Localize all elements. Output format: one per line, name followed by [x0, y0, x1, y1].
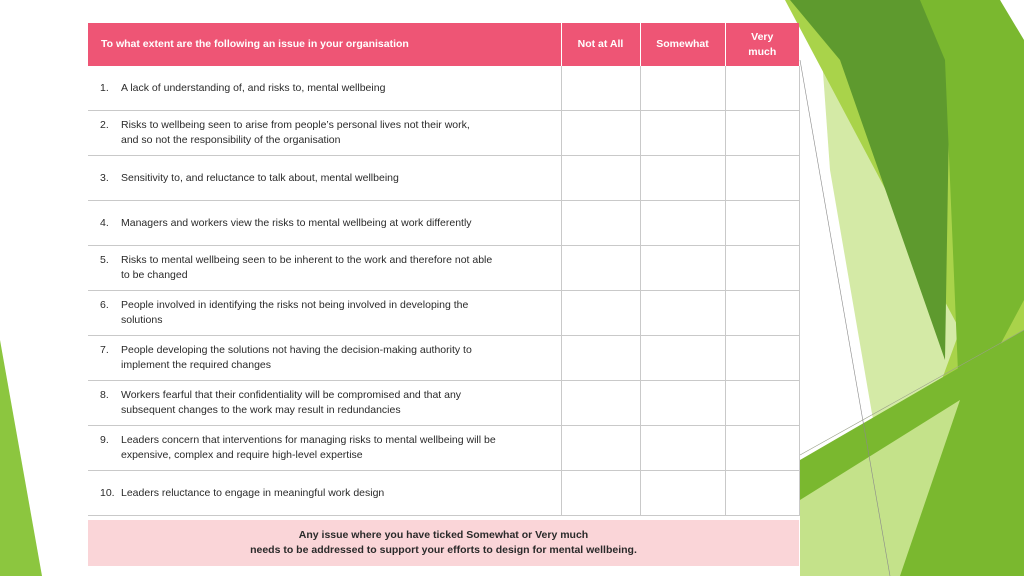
- question-text: [121, 118, 470, 148]
- answer-box-very-much[interactable]: [725, 381, 799, 426]
- question-text-line: Workers fearful that their confidentiality will be compromised and that any: [121, 389, 462, 401]
- header-question: To what extent are the following an issue in your organisation: [88, 23, 561, 66]
- question-text-line: and so not the responsibility of the organisation: [121, 134, 341, 146]
- answer-box-somewhat[interactable]: [640, 246, 725, 291]
- table-row: [88, 381, 799, 426]
- question-wrap: [100, 253, 561, 283]
- answer-box-very-much[interactable]: [725, 426, 799, 471]
- question-wrap: [100, 343, 561, 373]
- question-number: 9.: [100, 434, 109, 446]
- question-text-line: subsequent changes to the work may result in redundancies: [121, 404, 401, 416]
- table-row: [88, 471, 799, 516]
- answer-box-not-at-all[interactable]: [561, 336, 640, 381]
- question-text-line: Sensitivity to, and reluctance to talk about, mental wellbeing: [121, 171, 399, 184]
- question-text-line: People involved in identifying the risks not being involved in developing the: [121, 299, 469, 311]
- question-number: 3.: [100, 171, 109, 184]
- answer-box-very-much[interactable]: [725, 336, 799, 381]
- issues-table: [88, 23, 800, 516]
- answer-box-not-at-all[interactable]: [561, 426, 640, 471]
- answer-box-not-at-all[interactable]: [561, 156, 640, 201]
- question-wrap: [100, 388, 561, 418]
- question-cell: [88, 426, 561, 471]
- question-text-line: solutions: [121, 314, 163, 326]
- question-wrap: [100, 298, 561, 328]
- answer-box-not-at-all[interactable]: [561, 201, 640, 246]
- answer-box-very-much[interactable]: [725, 66, 799, 111]
- question-text-line: A lack of understanding of, and risks to, mental wellbeing: [121, 81, 386, 94]
- answer-box-very-much[interactable]: [725, 156, 799, 201]
- question-text-line: Risks to mental wellbeing seen to be inherent to the work and therefore not able: [121, 254, 493, 266]
- question-wrap: [100, 118, 561, 148]
- question-text-line: People developing the solutions not having the decision-making authority to: [121, 344, 472, 356]
- question-cell: [88, 66, 561, 111]
- question-wrap: [100, 486, 561, 501]
- question-text: [121, 486, 384, 501]
- answer-box-somewhat[interactable]: [640, 66, 725, 111]
- footer-note: [88, 520, 799, 566]
- question-number: 4.: [100, 216, 109, 229]
- answer-box-not-at-all[interactable]: [561, 291, 640, 336]
- question-wrap: [100, 433, 561, 463]
- question-text: [121, 81, 385, 96]
- question-text: [121, 433, 496, 463]
- answer-box-somewhat[interactable]: [640, 336, 725, 381]
- answer-box-very-much[interactable]: [725, 246, 799, 291]
- answer-box-not-at-all[interactable]: [561, 111, 640, 156]
- question-text: [121, 216, 472, 231]
- answer-box-very-much[interactable]: [725, 291, 799, 336]
- question-text: [121, 171, 399, 186]
- table-row: [88, 66, 799, 111]
- table-row: [88, 156, 799, 201]
- question-cell: [88, 201, 561, 246]
- answer-box-very-much[interactable]: [725, 471, 799, 516]
- answer-box-not-at-all[interactable]: [561, 381, 640, 426]
- question-text-line: Leaders reluctance to engage in meaningful work design: [121, 486, 385, 499]
- question-text-line: to be changed: [121, 269, 188, 281]
- question-cell: [88, 111, 561, 156]
- answer-box-somewhat[interactable]: [640, 201, 725, 246]
- question-text: [121, 253, 492, 283]
- question-number: 8.: [100, 389, 109, 401]
- table-row: [88, 291, 799, 336]
- table-row: [88, 246, 799, 291]
- question-text-line: expensive, complex and require high-level expertise: [121, 449, 363, 461]
- question-text-line: Leaders concern that interventions for managing risks to mental wellbeing will be: [121, 434, 496, 446]
- answer-box-not-at-all[interactable]: [561, 471, 640, 516]
- answer-box-very-much[interactable]: [725, 111, 799, 156]
- header-somewhat: Somewhat: [640, 23, 725, 66]
- question-text: [121, 298, 468, 328]
- questionnaire-sheet: [88, 23, 799, 566]
- answer-box-somewhat[interactable]: [640, 156, 725, 201]
- question-text-line: Risks to wellbeing seen to arise from people’s personal lives not their work,: [121, 119, 470, 131]
- answer-box-not-at-all[interactable]: [561, 246, 640, 291]
- question-number: 2.: [100, 119, 109, 131]
- footer-line-2: needs to be addressed to support your efforts to design for mental wellbeing.: [250, 544, 637, 556]
- answer-box-very-much[interactable]: [725, 201, 799, 246]
- table-row: [88, 111, 799, 156]
- header-not-at-all: Not at All: [561, 23, 640, 66]
- answer-box-not-at-all[interactable]: [561, 66, 640, 111]
- question-text-line: Managers and workers view the risks to mental wellbeing at work differently: [121, 216, 472, 229]
- question-text-line: implement the required changes: [121, 359, 272, 371]
- question-cell: [88, 381, 561, 426]
- question-number: 10.: [100, 486, 115, 499]
- footer-line-1: Any issue where you have ticked Somewhat or Very much: [298, 529, 589, 541]
- question-cell: [88, 471, 561, 516]
- question-wrap: [100, 81, 561, 96]
- question-number: 5.: [100, 254, 109, 266]
- question-wrap: [100, 216, 561, 231]
- question-cell: [88, 156, 561, 201]
- question-cell: [88, 246, 561, 291]
- answer-box-somewhat[interactable]: [640, 111, 725, 156]
- table-header-row: [88, 23, 799, 66]
- question-wrap: [100, 171, 561, 186]
- header-very-much: Very much: [725, 23, 799, 66]
- table-row: [88, 336, 799, 381]
- answer-box-somewhat[interactable]: [640, 381, 725, 426]
- answer-box-somewhat[interactable]: [640, 426, 725, 471]
- table-row: [88, 201, 799, 246]
- question-text: [121, 343, 472, 373]
- question-number: 7.: [100, 344, 109, 356]
- question-number: 6.: [100, 299, 109, 311]
- answer-box-somewhat[interactable]: [640, 291, 725, 336]
- green-shape-left: [0, 340, 42, 576]
- question-cell: [88, 336, 561, 381]
- question-text: [121, 388, 461, 418]
- question-number: 1.: [100, 81, 109, 94]
- answer-box-somewhat[interactable]: [640, 471, 725, 516]
- table-row: [88, 426, 799, 471]
- question-cell: [88, 291, 561, 336]
